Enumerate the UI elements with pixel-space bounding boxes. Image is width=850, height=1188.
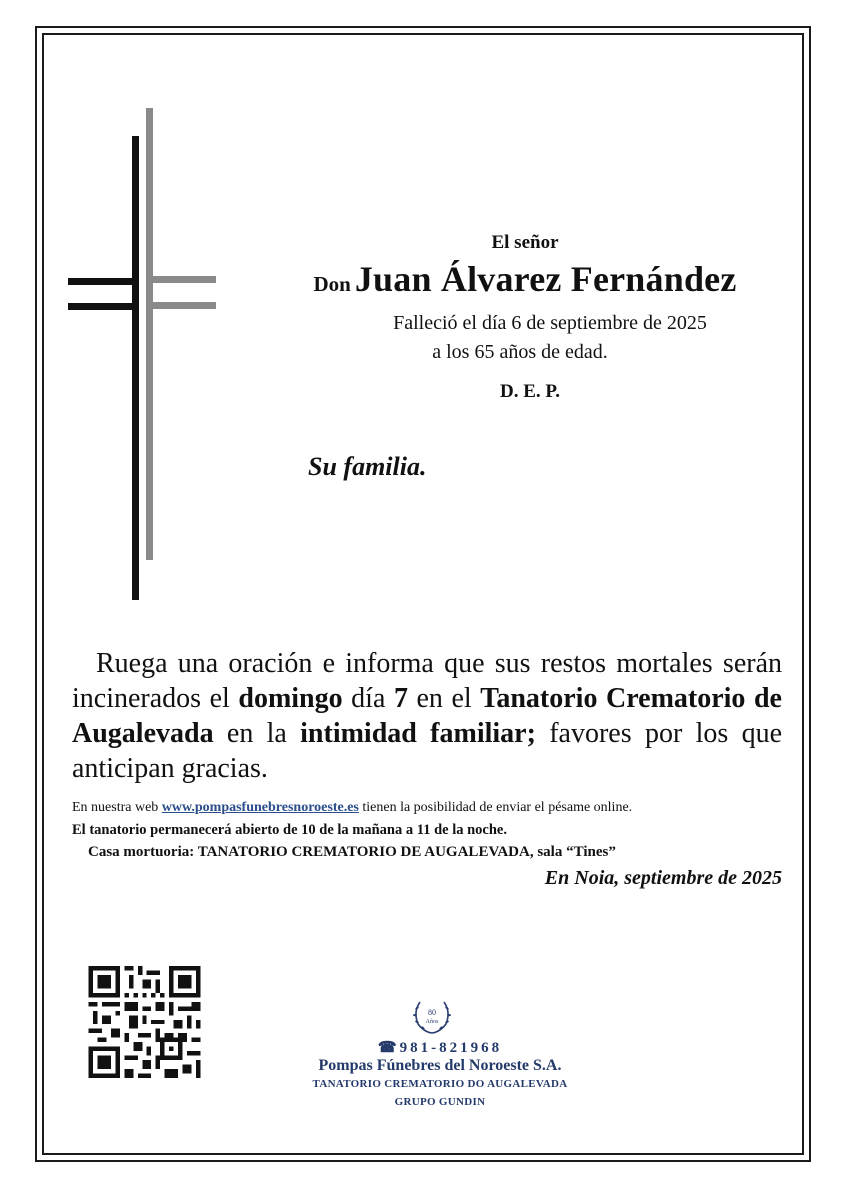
announcement-text: Ruega una oración e informa que sus restos mortales serán incinerados el xyxy=(72,648,782,714)
opening-hours xyxy=(72,822,507,839)
announcement-text: día xyxy=(342,683,394,714)
qr-code[interactable] xyxy=(87,966,202,1078)
group-name: GRUPO GUNDIN xyxy=(394,1096,486,1108)
website-link[interactable]: www.pompasfunebresnoroeste.es xyxy=(161,800,359,815)
announcement-text: favores por los que anticipan gracias. xyxy=(72,718,782,784)
death-date: Falleció el día 6 de septiembre de 2025 xyxy=(393,312,707,334)
anniversary-logo xyxy=(410,996,454,1036)
crematorium-name: TANATORIO CREMATORIO DO AUGALEVADA xyxy=(312,1078,568,1090)
rip-text: D. E. P. xyxy=(499,381,560,402)
announcement-paragraph xyxy=(72,646,782,786)
hours-lead: El xyxy=(72,822,86,838)
announcement-text: en la xyxy=(213,718,301,749)
announcement-venue: Tanatorio Crematorio de Augalevada xyxy=(72,683,782,749)
age-line: a los 65 años de edad. xyxy=(432,341,608,363)
announcement-date: 7 xyxy=(393,683,408,714)
place-date: En Noia, septiembre de 2025 xyxy=(544,867,782,889)
name-prefix: Don xyxy=(313,272,351,296)
deceased-name: Juan Álvarez Fernández xyxy=(354,259,737,299)
announcement-text: en el xyxy=(407,683,481,714)
condolence-web-line xyxy=(72,800,632,816)
web-suffix: tienen la posibilidad de enviar el pésame online. xyxy=(358,800,633,815)
hours-text: tanatorio permanecerá abierto de 10 de la mañana a 11 de la noche. xyxy=(85,822,507,838)
deceased-name-line xyxy=(230,258,820,300)
phone-line xyxy=(240,1038,640,1057)
notice-title: El señor xyxy=(491,232,559,253)
cross-icon xyxy=(60,100,230,610)
logo-number: 80 xyxy=(428,1008,436,1017)
company-name: Pompas Fúnebres del Noroeste S.A. xyxy=(318,1057,562,1074)
announcement-day: domingo xyxy=(238,683,343,714)
logo-word: Años xyxy=(425,1019,439,1025)
announcement-privacy: intimidad familiar; xyxy=(300,718,536,749)
funeral-home-line: Casa mortuoria: TANATORIO CREMATORIO DE AUGALEVADA, sala “Tines” xyxy=(88,844,616,860)
family-signature: Su familia. xyxy=(308,452,427,481)
web-prefix: En nuestra web xyxy=(72,800,162,815)
telephone-icon: ☎ xyxy=(377,1040,400,1056)
phone-number: 981-821968 xyxy=(399,1040,503,1056)
